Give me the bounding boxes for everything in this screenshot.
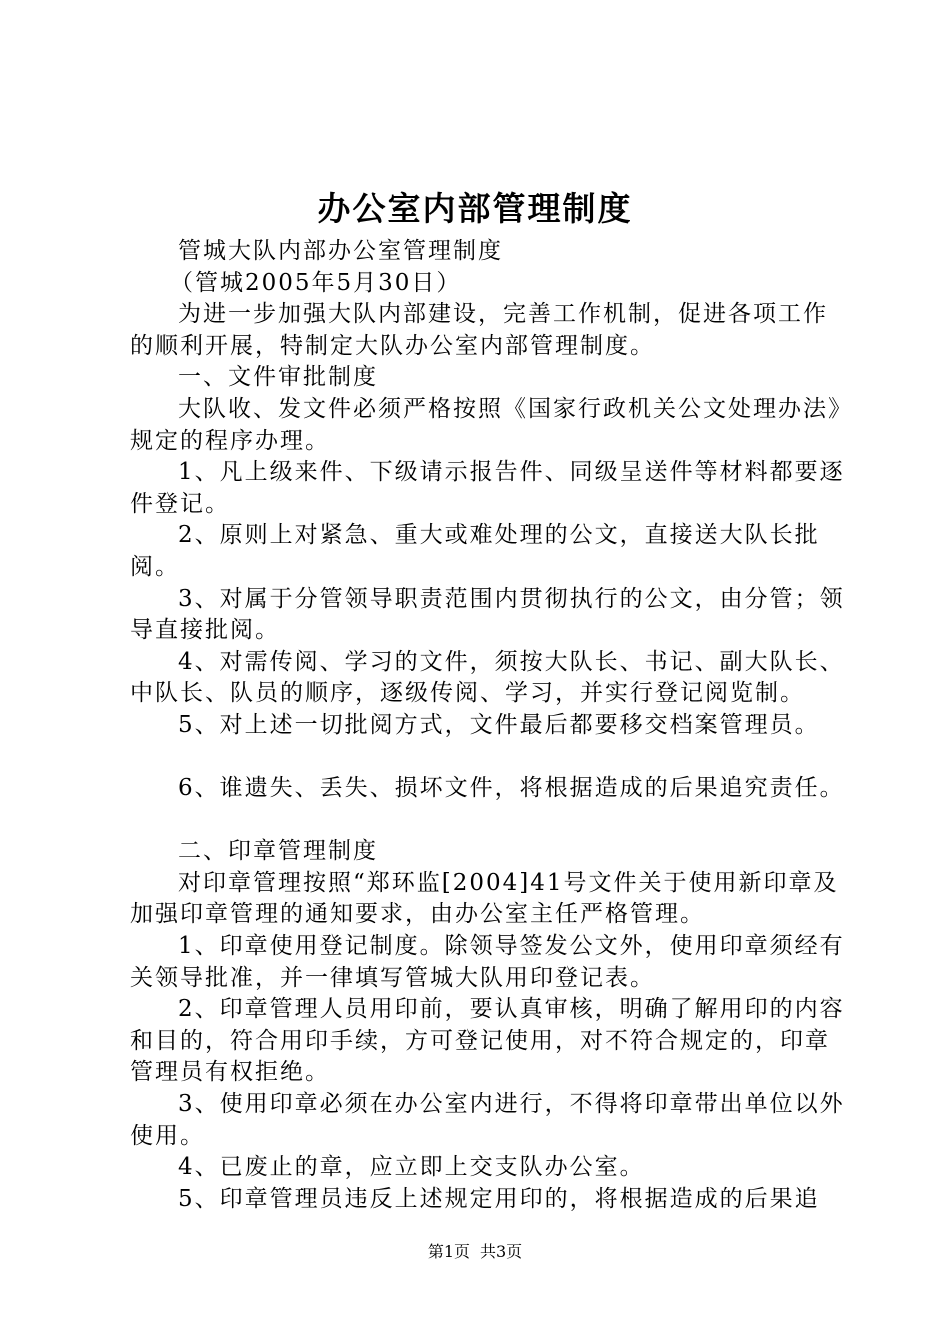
document-title: 办公室内部管理制度	[317, 189, 633, 228]
list-item: 4、已废止的章，应立即上交支队办公室。	[178, 1154, 645, 1181]
section-heading-1: 一、文件审批制度	[178, 364, 378, 391]
paragraph: 大队收、发文件必须严格按照《国家行政机关公文处理办法》规定的程序办理。	[130, 395, 842, 454]
page-number: 第1页	[427, 1242, 470, 1261]
list-item: 2、原则上对紧急、重大或难处理的公文，直接送大队长批阅。	[130, 522, 820, 580]
page-total: 共3页	[480, 1242, 523, 1261]
spacer	[130, 805, 850, 837]
list-item: 5、印章管理员违反上述规定用印的，将根据造成的后果追	[178, 1185, 820, 1212]
list-item: 6、谁遗失、丢失、损坏文件，将根据造成的后果追究责任。	[178, 775, 845, 802]
list-item: 1、凡上级来件、下级请示报告件、同级呈送件等材料都要逐件登记。	[130, 459, 845, 517]
list-item: 1、印章使用登记制度。除领导签发公文外，使用印章须经有关领导批准，并一律填写管城大队用印登记表。	[130, 933, 845, 991]
document-body	[130, 236, 850, 1215]
list-item: 3、对属于分管领导职责范围内贯彻执行的公文，由分管；领导直接批阅。	[130, 585, 845, 644]
paragraph-subtitle: 管城大队内部办公室管理制度	[178, 238, 503, 264]
list-item: 3、使用印章必须在办公室内进行，不得将印章带出单位以外使用。	[130, 1091, 845, 1149]
list-item: 5、对上述一切批阅方式，文件最后都要移交档案管理员。	[178, 711, 820, 738]
paragraph: 对印章管理按照“郑环监[2004]41号文件关于使用新印章及加强印章管理的通知要求，由办公室主任严格管理。	[130, 869, 839, 928]
list-item: 2、印章管理人员用印前，要认真审核，明确了解用印的内容和目的，符合用印手续，方可登记使用，对不符合规定的，印章管理员有权拒绝。	[130, 996, 845, 1086]
paragraph-date: （管城2005年5月30日）	[170, 269, 462, 296]
list-item: 4、对需传阅、学习的文件，须按大队长、书记、副大队长、中队长、队员的顺序，逐级传阅、学习，并实行登记阅览制。	[130, 648, 845, 707]
paragraph-intro: 为进一步加强大队内部建设，完善工作机制，促进各项工作的顺利开展，特制定大队办公室内部管理制度。	[130, 301, 828, 359]
page-footer	[0, 1240, 950, 1264]
spacer	[130, 742, 850, 774]
section-heading-2: 二、印章管理制度	[178, 838, 378, 865]
